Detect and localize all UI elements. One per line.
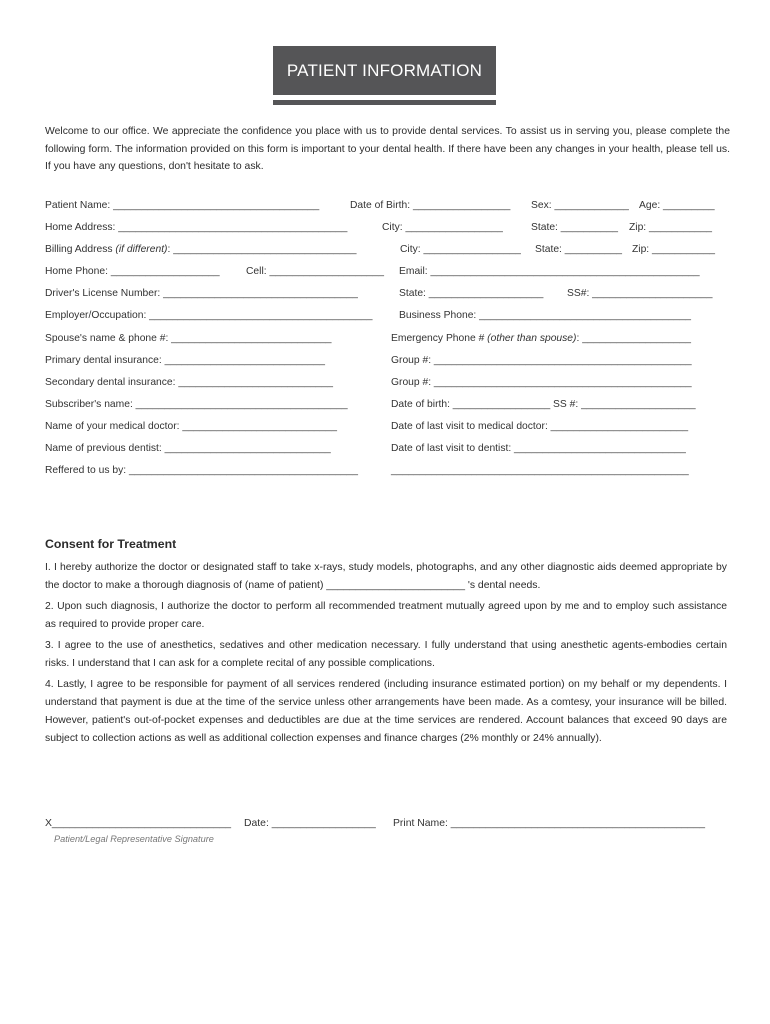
cell-field[interactable]: Cell: ____________________	[246, 266, 384, 277]
patient-name-field[interactable]: Patient Name: ____________________________________	[45, 200, 320, 211]
referred-by-field[interactable]: Reffered to us by: ________________________________________	[45, 465, 359, 476]
email-field[interactable]: Email: _______________________________________________	[399, 266, 700, 277]
home-phone-field[interactable]: Home Phone: ___________________	[45, 266, 220, 277]
form-row-secondary-insurance	[45, 377, 735, 392]
emergency-phone-field[interactable]	[391, 333, 691, 344]
sex-field[interactable]: Sex: _____________	[531, 200, 629, 211]
consent-paragraph-1: I. I hereby authorize the doctor or designated staff to take x-rays, study models, photographs, and any other diagnostic aids deemed appropriate by the doctor to make a thorough diagnosis of (name of patient) ________________________ 's dental needs.	[45, 562, 727, 591]
form-row-primary-insurance	[45, 355, 735, 370]
form-row-previous-dentist	[45, 443, 735, 458]
form-row-home-address	[45, 222, 735, 237]
city-field[interactable]: City: _________________	[382, 222, 503, 233]
employer-field[interactable]: Employer/Occupation: _______________________________________	[45, 310, 373, 321]
form-row-phone	[45, 266, 735, 281]
page-title: PATIENT INFORMATION	[273, 46, 496, 95]
print-name-field[interactable]: Print Name: ____________________________________________	[393, 818, 706, 829]
emergency-phone-note: (other than spouse)	[487, 333, 577, 344]
billing-state-field[interactable]: State: __________	[535, 244, 623, 255]
last-medical-visit-field[interactable]: Date of last visit to medical doctor: ________________________	[391, 421, 689, 432]
emergency-phone-line: : ___________________	[576, 333, 691, 344]
medical-doctor-field[interactable]: Name of your medical doctor: ___________________________	[45, 421, 337, 432]
signature-field[interactable]: X_______________________________	[45, 818, 232, 829]
secondary-insurance-field[interactable]: Secondary dental insurance: ___________________________	[45, 377, 333, 388]
secondary-group-field[interactable]: Group #: _____________________________________________	[391, 377, 692, 388]
consent-paragraph-4: 4. Lastly, I agree to be responsible for payment of all services rendered (including insurance estimated portion) on my behalf or my dependents. I understand that payment is due at the time of the service unless other arrangements have been made. As a comtesy, your insurance will be billed. However, patient's out-of-pocket expenses and deductibles are due at the time services are rendered. Account balances that exceed 90 days are subject to collection actions as well as additional collection expenses and finance charges (2% monthly or 24% annually).	[45, 679, 727, 744]
drivers-license-field[interactable]: Driver's License Number: __________________________________	[45, 288, 358, 299]
form-row-medical-doctor	[45, 421, 735, 436]
subscriber-name-field[interactable]: Subscriber's name: _____________________________________	[45, 399, 348, 410]
previous-dentist-field[interactable]: Name of previous dentist: _____________________________	[45, 443, 331, 454]
form-row-referred	[45, 465, 735, 480]
license-state-field[interactable]: State: ____________________	[399, 288, 544, 299]
form-row-patient	[45, 200, 735, 215]
signature-date-field[interactable]: Date: __________________	[244, 818, 376, 829]
billing-address-field[interactable]	[45, 244, 356, 255]
emergency-phone-label: Emergency Phone #	[391, 333, 488, 344]
form-row-license	[45, 288, 735, 303]
primary-group-field[interactable]: Group #: _____________________________________________	[391, 355, 692, 366]
billing-address-line: : ________________________________	[167, 244, 357, 255]
billing-address-note: (if different)	[115, 244, 168, 255]
consent-paragraph-2: 2. Upon such diagnosis, I authorize the doctor to perform all recommended treatment mutually agreed upon by me and to employ such assistance as required to provide proper care.	[45, 601, 727, 630]
business-phone-field[interactable]: Business Phone: _____________________________________	[399, 310, 692, 321]
state-field[interactable]: State: __________	[531, 222, 619, 233]
form-row-spouse	[45, 333, 735, 348]
subscriber-dob-field[interactable]: Date of birth: _________________ SS #: ____________________	[391, 399, 696, 410]
consent-title: Consent for Treatment	[45, 537, 177, 551]
form-row-employer	[45, 310, 735, 325]
age-field[interactable]: Age: _________	[639, 200, 715, 211]
intro-paragraph: Welcome to our office. We appreciate the confidence you place with us to provide dental services. To assist us in serving you, please complete the following form. The information provided on this form is important to your dental health. If there have been any changes in your health, please tell us. If you have any questions, don't hesitate to ask.	[45, 126, 730, 172]
zip-field[interactable]: Zip: ___________	[629, 222, 713, 233]
referred-extra-line[interactable]: ____________________________________________________	[391, 465, 689, 476]
date-of-birth-field[interactable]: Date of Birth: _________________	[350, 200, 511, 211]
consent-paragraph-3: 3. I agree to the use of anesthetics, sedatives and other medication necessary. I fully understand that using anesthetic agents-embodies certain risks. I understand that I can ask for a complete recital of any possible complications.	[45, 640, 727, 669]
spouse-field[interactable]: Spouse's name & phone #: ____________________________	[45, 333, 332, 344]
ssn-field[interactable]: SS#: _____________________	[567, 288, 713, 299]
signature-caption: Patient/Legal Representative Signature	[54, 834, 214, 844]
title-underline	[273, 100, 496, 105]
form-row-subscriber	[45, 399, 735, 414]
home-address-field[interactable]: Home Address: ________________________________________	[45, 222, 348, 233]
billing-zip-field[interactable]: Zip: ___________	[632, 244, 716, 255]
billing-address-label: Billing Address	[45, 244, 116, 255]
form-row-billing-address	[45, 244, 735, 259]
signature-row	[45, 818, 735, 833]
primary-insurance-field[interactable]: Primary dental insurance: ____________________________	[45, 355, 325, 366]
billing-city-field[interactable]: City: _________________	[400, 244, 521, 255]
last-dentist-visit-field[interactable]: Date of last visit to dentist: ______________________________	[391, 443, 686, 454]
